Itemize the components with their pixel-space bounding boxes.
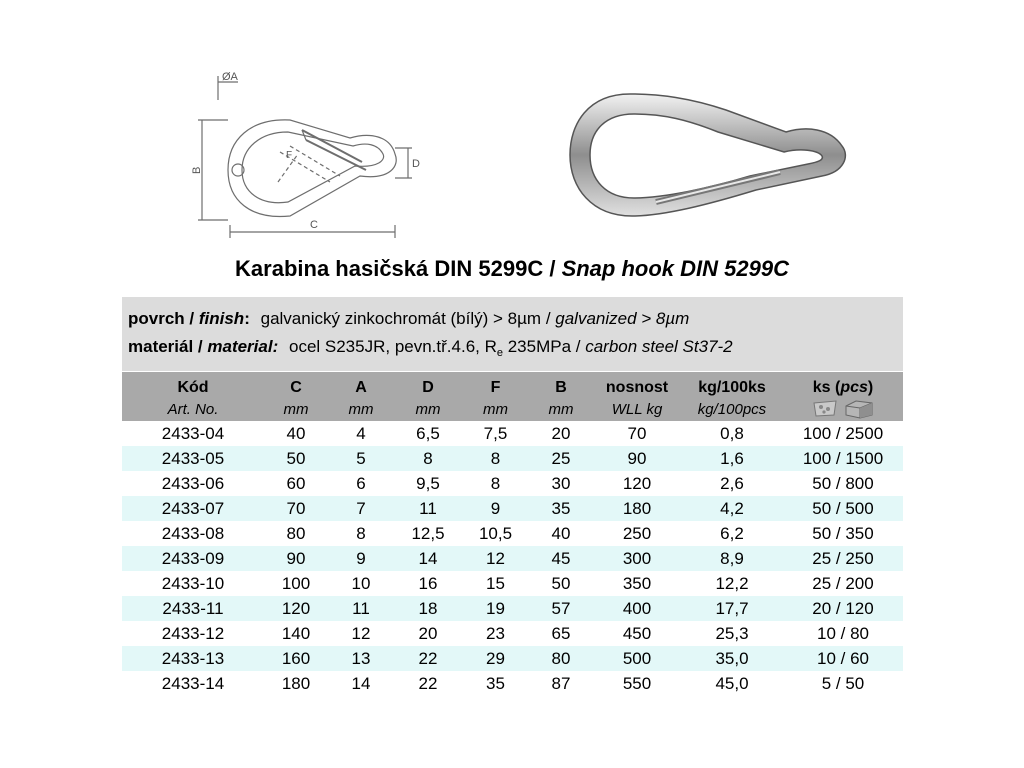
material-line	[128, 337, 733, 357]
table-cell: 25,3	[715, 624, 749, 643]
table-cell: 4	[356, 424, 366, 443]
table-cell: 87	[551, 674, 571, 693]
table-cell: 40	[551, 524, 571, 543]
table-cell: 57	[529, 596, 593, 621]
col-header: D	[394, 372, 462, 397]
table-cell: 22	[394, 646, 462, 671]
finish-line	[128, 309, 689, 329]
table-cell: 2433-09	[122, 546, 264, 571]
table-cell: 500	[593, 646, 681, 671]
table-cell: 2433-07	[122, 496, 264, 521]
col-unit: mm	[328, 397, 394, 421]
table-cell: 2433-04	[161, 424, 225, 443]
table-cell: 140	[281, 624, 311, 643]
table-cell: 25 / 250	[783, 546, 903, 571]
table-cell: 2433-14	[161, 674, 225, 693]
table-cell: 2433-06	[161, 474, 225, 493]
snap-hook-photo-icon	[560, 80, 850, 230]
table-cell: 19	[462, 596, 529, 621]
table-cell: 12	[462, 546, 529, 571]
table-cell: 2433-13	[122, 646, 264, 671]
material-value-sep: /	[571, 337, 586, 356]
table-cell: 5 / 50	[821, 674, 865, 693]
table-cell: 80	[286, 524, 306, 543]
table-cell: 180	[281, 674, 311, 693]
material-label: materiál / material:	[128, 337, 279, 356]
table-cell: 90	[593, 446, 681, 471]
table-row	[122, 546, 903, 571]
table-cell: 20 / 120	[783, 596, 903, 621]
table-cell: 29	[462, 646, 529, 671]
col-unit: mm	[462, 397, 529, 421]
table-cell: 0,8	[720, 424, 744, 443]
table-row	[122, 571, 903, 596]
col-unit: mm	[529, 397, 593, 421]
table-cell: 18	[394, 596, 462, 621]
table-cell: 450	[622, 624, 652, 643]
table-cell: 80	[529, 646, 593, 671]
table-row	[122, 671, 903, 696]
table-cell: 250	[622, 524, 652, 543]
table-cell: 65	[551, 624, 571, 643]
table-cell: 8	[394, 446, 462, 471]
table-cell: 6,5	[416, 424, 440, 443]
table-row	[122, 596, 903, 621]
table-cell: 9	[328, 546, 394, 571]
table-cell: 2,6	[720, 474, 744, 493]
table-cell: 7	[328, 496, 394, 521]
title-sep: /	[543, 256, 562, 281]
table-unit-row	[122, 397, 903, 421]
table-cell: 100 / 1500	[783, 446, 903, 471]
table-cell: 9,5	[416, 474, 440, 493]
table-row	[122, 496, 903, 521]
bag-icon	[812, 399, 838, 417]
table-cell: 8	[356, 524, 366, 543]
table-cell: 14	[351, 674, 371, 693]
table-cell: 70	[264, 496, 328, 521]
col-unit-icons	[783, 397, 903, 421]
table-cell: 2433-08	[161, 524, 225, 543]
col-header: C	[264, 372, 328, 397]
material-value-en: carbon steel St37-2	[585, 337, 733, 356]
table-cell: 8	[462, 446, 529, 471]
material-value-cz: ocel S235JR, pevn.tř.4.6, $R_e$ 235MPa	[288, 337, 572, 359]
table-cell: 25	[529, 446, 593, 471]
table-cell: 16	[418, 574, 438, 593]
table-cell: 10,5	[478, 524, 513, 543]
title-cz: Karabina hasičská DIN 5299C	[235, 256, 544, 281]
table-cell: 400	[593, 596, 681, 621]
table-cell: 50 / 350	[812, 524, 874, 543]
table-cell: 9	[462, 496, 529, 521]
box-icon	[844, 399, 874, 419]
table-cell: 14	[394, 546, 462, 571]
table-cell: 180	[593, 496, 681, 521]
col-header: A	[328, 372, 394, 397]
table-cell: 350	[622, 574, 652, 593]
col-header: nosnost	[593, 372, 681, 397]
table-cell: 13	[328, 646, 394, 671]
table-cell: 40	[286, 424, 306, 443]
col-header: F	[462, 372, 529, 397]
table-cell: 25 / 200	[812, 574, 874, 593]
table-cell: 50	[551, 574, 571, 593]
label-d: D	[412, 158, 420, 170]
table-cell: 10 / 60	[783, 646, 903, 671]
title-en: Snap hook DIN 5299C	[561, 256, 789, 281]
table-cell: 7,5	[483, 424, 508, 443]
finish-label: povrch / finish:	[128, 309, 250, 328]
table-cell: 160	[264, 646, 328, 671]
table-cell: 1,6	[681, 446, 783, 471]
page-title	[0, 256, 1024, 282]
table-cell: 50 / 500	[783, 496, 903, 521]
table-cell: 8,9	[681, 546, 783, 571]
col-unit: kg/100pcs	[681, 397, 783, 421]
col-unit: mm	[394, 397, 462, 421]
finish-value-sep: /	[541, 309, 556, 328]
table-cell: 6,2	[720, 524, 744, 543]
table-cell: 12,2	[715, 574, 749, 593]
table-cell: 90	[264, 546, 328, 571]
snap-hook-drawing-icon	[190, 70, 430, 245]
table-cell: 50	[264, 446, 328, 471]
table-cell: 5	[328, 446, 394, 471]
col-unit: Art. No.	[122, 397, 264, 421]
table-cell: 11	[328, 596, 394, 621]
table-cell: 45	[529, 546, 593, 571]
table-row	[122, 446, 903, 471]
table-cell: 20	[551, 424, 571, 443]
finish-value-en: galvanized > 8µm	[555, 309, 690, 328]
table-row	[122, 471, 903, 496]
table-cell: 2433-10	[161, 574, 225, 593]
table-cell: 45,0	[715, 674, 749, 693]
table-cell: 12,5	[411, 524, 445, 543]
table-row	[122, 646, 903, 671]
table-cell: 120	[622, 474, 652, 493]
table-cell: 70	[627, 424, 647, 443]
col-unit: mm	[264, 397, 328, 421]
table-header-row	[122, 372, 903, 397]
table-cell: 20	[418, 624, 438, 643]
specs-table	[122, 372, 903, 696]
table-cell: 10 / 80	[817, 624, 869, 643]
table-cell: 100	[281, 574, 311, 593]
label-a: ØA	[222, 71, 238, 83]
table-body	[122, 421, 903, 696]
table-cell: 100 / 2500	[802, 424, 884, 443]
table-cell: 4,2	[681, 496, 783, 521]
table-cell: 6	[356, 474, 366, 493]
table-cell: 35	[486, 674, 505, 693]
col-header-pcs: ks (pcs)	[783, 372, 903, 397]
table-cell: 300	[593, 546, 681, 571]
table-cell: 17,7	[681, 596, 783, 621]
table-cell: 30	[551, 474, 571, 493]
table-cell: 23	[486, 624, 505, 643]
table-cell: 550	[622, 674, 652, 693]
spec-info-panel	[122, 297, 903, 371]
table-cell: 12	[351, 624, 371, 643]
table-cell: 120	[264, 596, 328, 621]
table-row	[122, 421, 903, 446]
col-unit: WLL kg	[593, 397, 681, 421]
table-row	[122, 521, 903, 546]
label-c: C	[310, 219, 318, 231]
table-cell: 35	[529, 496, 593, 521]
table-cell: 8	[490, 474, 501, 493]
col-header: Kód	[122, 372, 264, 397]
label-b: B	[191, 166, 203, 174]
label-f: F	[286, 150, 293, 161]
table-cell: 10	[351, 574, 371, 593]
table-cell: 35,0	[681, 646, 783, 671]
table-cell: 11	[394, 496, 462, 521]
table-cell: 2433-11	[122, 596, 264, 621]
finish-value-cz: galvanický zinkochromát (bílý) > 8µm	[260, 309, 542, 328]
table-cell: 2433-05	[122, 446, 264, 471]
table-cell: 60	[286, 474, 306, 493]
table-cell: 2433-12	[161, 624, 225, 643]
table-row	[122, 621, 903, 646]
table-cell: 22	[418, 674, 438, 693]
table-cell: 50 / 800	[812, 474, 874, 493]
col-header: B	[529, 372, 593, 397]
table-cell: 15	[486, 574, 505, 593]
col-header: kg/100ks	[681, 372, 783, 397]
